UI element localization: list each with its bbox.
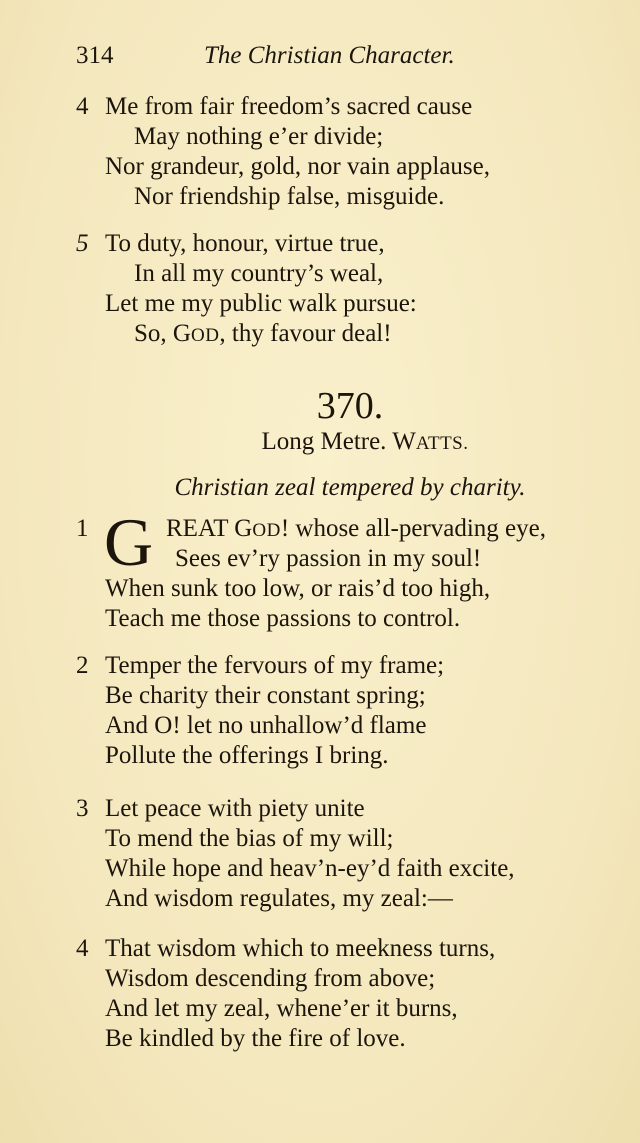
verse-line: To mend the bias of my will;: [105, 825, 394, 852]
author-initial: W: [392, 428, 416, 455]
verse-line: In all my country’s weal,: [134, 260, 384, 287]
verse-line-part: , thy favour deal!: [219, 320, 392, 347]
verse-line: That wisdom which to meekness turns,: [105, 935, 496, 962]
verse-line: May nothing e’er divide;: [134, 123, 384, 150]
verse-line: Be kindled by the fire of love.: [105, 1025, 406, 1052]
hymn-number: 370.: [316, 385, 384, 427]
verse-line: Pollute the offerings I bring.: [105, 742, 389, 769]
verse-line: To duty, honour, virtue true,: [105, 230, 385, 257]
verse-line-part: So, G: [134, 320, 191, 347]
verse-line: And O! let no unhallow’d flame: [105, 712, 427, 739]
verse-line: And let my zeal, whene’er it burns,: [105, 995, 458, 1022]
verse-line: Be charity their constant spring;: [105, 682, 426, 709]
hymn-subtitle: Christian zeal tempered by charity.: [174, 474, 526, 501]
verse-line-part: ! whose all-pervading eye,: [280, 515, 546, 542]
meter-label: Long Metre.: [261, 428, 387, 455]
small-caps-word: OD: [252, 520, 281, 541]
verse-line: When sunk too low, or rais’d too high,: [105, 575, 491, 602]
verse-line: [166, 514, 546, 546]
stanza-number: 2: [76, 652, 89, 679]
verse-line: Nor friendship false, misguide.: [134, 183, 445, 210]
page-header: [76, 42, 540, 76]
author-rest: ATTS.: [415, 433, 469, 454]
verse-line: While hope and heav’n-ey’d faith excite,: [105, 855, 515, 882]
verse-line: Me from fair freedom’s sacred cause: [105, 93, 473, 120]
verse-line: Let peace with piety unite: [105, 795, 365, 822]
small-caps-word: OD: [190, 325, 220, 346]
verse-line-part: REAT G: [166, 515, 253, 542]
verse-line: [134, 319, 392, 351]
stanza-number: 1: [76, 515, 89, 542]
hymn-meter: [0, 426, 640, 460]
running-head: The Christian Character.: [204, 42, 455, 69]
verse-line: Wisdom descending from above;: [105, 965, 436, 992]
stanza-number: 4: [76, 93, 89, 120]
verse-line: And wisdom regulates, my zeal:—: [105, 885, 453, 912]
verse-line: Nor grandeur, gold, nor vain applause,: [105, 153, 490, 180]
stanza-number: 5: [76, 230, 89, 257]
verse-line: Teach me those passions to control.: [105, 605, 461, 632]
stanza-number: 3: [76, 795, 89, 822]
verse-line: Temper the fervours of my frame;: [105, 652, 445, 679]
page-number: 314: [76, 42, 114, 69]
verse-line: Sees ev’ry passion in my soul!: [175, 545, 482, 572]
stanza-number: 4: [76, 935, 89, 962]
drop-cap: G: [104, 504, 154, 580]
verse-line: Let me my public walk pursue:: [105, 290, 417, 317]
